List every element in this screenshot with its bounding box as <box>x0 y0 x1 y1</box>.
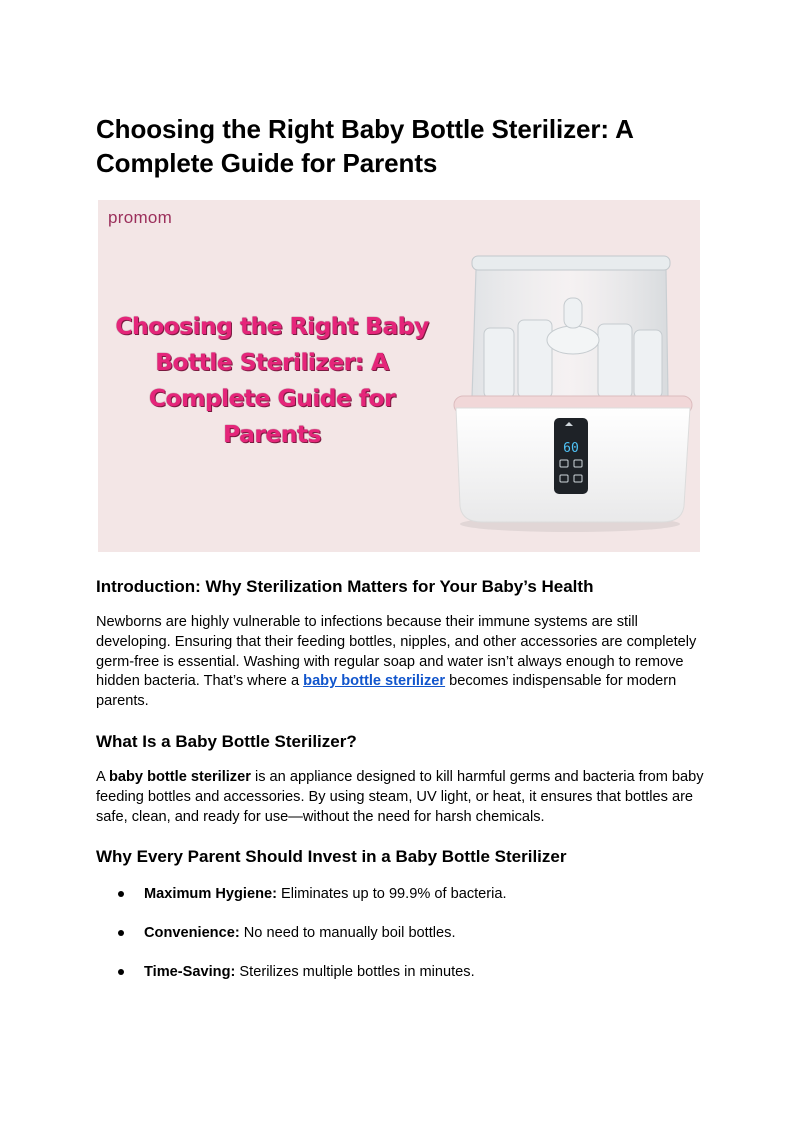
what-is-bold: baby bottle sterilizer <box>108 769 251 785</box>
list-item <box>96 962 706 1001</box>
list-item-label: Time-Saving: <box>144 964 236 980</box>
benefits-list <box>96 884 706 1001</box>
what-is-heading: What Is a Baby Bottle Sterilizer? <box>96 732 357 751</box>
bullet-icon <box>118 969 124 975</box>
list-item-label: Convenience: <box>144 925 240 941</box>
hero-banner <box>98 200 700 552</box>
what-is-paragraph <box>96 768 706 827</box>
brand-logo: promom <box>108 208 173 227</box>
sterilizer-image <box>448 248 698 538</box>
page-title: Choosing the Right Baby Bottle Sterilizer: A Complete Guide for Parents <box>96 114 633 178</box>
bullet-icon <box>118 891 124 897</box>
intro-text: Newborns are highly vulnerable to infections because their immune systems are still developing. Ensuring that their feeding bottles, nipples, and other accessories are completely germ-free is essential. Washing with regular soap and water isn’t always enough to remove hidden bacteria. That’s where a <box>96 614 697 690</box>
what-is-text: is an appliance designed to kill harmful germs and bacteria from baby feeding bottles and accessories. By using steam, UV light, or heat, it ensures that bottles are safe, clean, and ready for use—without the need for harsh chemicals. <box>96 769 704 825</box>
list-item-text: Eliminates up to 99.9% of bacteria. <box>277 886 507 902</box>
list-item-text: Sterilizes multiple bottles in minutes. <box>235 964 475 980</box>
intro-text-end: becomes indispensable for modern parents. <box>96 673 677 710</box>
list-item <box>96 923 706 962</box>
what-is-lead: A <box>96 769 109 785</box>
list-item-text: No need to manually boil bottles. <box>239 925 456 941</box>
sterilizer-link[interactable]: baby bottle sterilizer <box>303 673 446 690</box>
bullet-icon <box>118 930 124 936</box>
list-item-label: Maximum Hygiene: <box>144 886 277 902</box>
why-heading: Why Every Parent Should Invest in a Baby Bottle Sterilizer <box>96 847 567 866</box>
list-item <box>96 884 706 923</box>
display-readout: 60 <box>563 441 579 456</box>
banner-title: Choosing the Right Baby Bottle Sterilizer: A Complete Guide for Parents <box>115 312 429 448</box>
intro-heading: Introduction: Why Sterilization Matters for Your Baby’s Health <box>96 577 594 596</box>
intro-paragraph <box>96 613 706 712</box>
